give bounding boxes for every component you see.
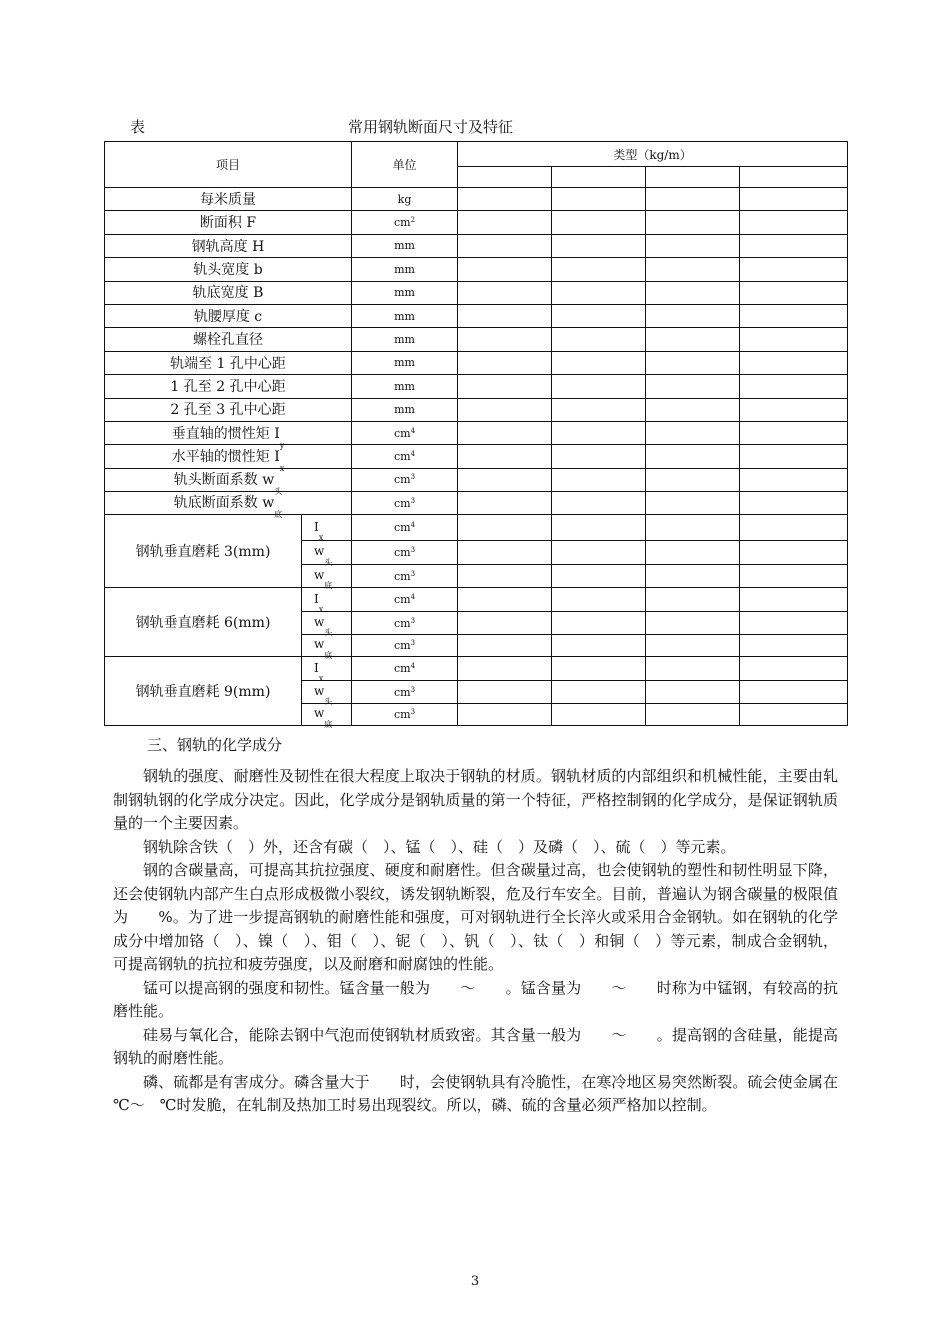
table-body (105, 142, 848, 729)
item-cell (105, 188, 352, 211)
paragraph: 钢的含碳量高，可提高其抗拉强度、硬度和耐磨性。但含碳量过高，也会使钢轨的塑性和韧性明显下降，还会使钢轨内部产生白点形成极微小裂纹，诱发钢轨断裂，危及行车安全。目前，普遍认为钢含碳量的极限值为 %。为了进一步提高钢轨的耐磨性能和强度，可对钢轨进行全长淬火或采用合金钢轨。如在钢轨的化学成分中增加铬（ ）、镍（ ）、钼（ ）、铌（ ）、钒（ ）、钛（ ）和铜（ ）等元素，制成合金钢轨，可提高钢轨的抗拉和疲劳强度，以及耐磨和耐腐蚀的性能。 (113, 861, 838, 973)
unit-text: cm (393, 616, 411, 630)
value-cell (740, 635, 848, 657)
unit-cell (352, 657, 458, 681)
value-cell (740, 211, 848, 234)
unit-cell (352, 281, 458, 304)
table-row (105, 211, 848, 234)
item-name: 螺栓孔直径 (193, 332, 263, 349)
sub-item-cell (302, 681, 352, 707)
value-cell (458, 704, 552, 726)
unit-text: mm (394, 356, 415, 370)
unit-cell (352, 188, 458, 211)
item-name: 轨腰厚度 c (193, 308, 263, 325)
value-cell (552, 515, 646, 541)
unit-text: mm (394, 286, 415, 300)
value-cell (458, 375, 552, 398)
item-subscript: y (279, 440, 285, 450)
value-cell (458, 445, 552, 468)
value-cell (552, 445, 646, 468)
table-row (105, 588, 848, 612)
value-cell (646, 588, 740, 612)
paragraph: 钢轨除含铁（ ）外，还含有碳（ ）、锰（ ）、硅（ ）及磷（ ）、硫（ ）等元素。 (143, 837, 736, 856)
value-cell (740, 657, 848, 681)
value-cell (552, 375, 646, 398)
table-row (105, 328, 848, 351)
unit-cell (352, 635, 458, 657)
value-cell (552, 328, 646, 351)
item-name: 轨端至 1 孔中心距 (170, 355, 286, 372)
sub-item-cell (302, 565, 352, 591)
value-cell (646, 211, 740, 234)
item-cell (105, 258, 352, 281)
unit-text: mm (394, 309, 415, 323)
item-name: 轨头断面系数 w (173, 471, 275, 488)
value-cell (458, 565, 552, 588)
value-cell (552, 351, 646, 374)
body-text (113, 765, 854, 1118)
item-cell (105, 211, 352, 234)
unit-text: cm (393, 569, 411, 583)
value-cell (740, 515, 848, 541)
unit-text: cm (393, 521, 411, 535)
sub-item-cell (302, 515, 352, 541)
value-cell (552, 398, 646, 421)
value-cell (458, 515, 552, 541)
sub-item-cell (302, 635, 352, 660)
sub-item-cell (302, 657, 352, 684)
sub-symbol: w (314, 567, 325, 582)
value-cell (646, 258, 740, 281)
table-row (105, 234, 848, 257)
value-cell (740, 681, 848, 704)
unit-power: 3 (410, 616, 416, 625)
value-cell (552, 681, 646, 704)
value-cell (552, 234, 646, 257)
table-row (105, 445, 848, 468)
item-cell (105, 304, 352, 327)
unit-text: mm (394, 403, 415, 417)
sub-symbol: w (314, 544, 325, 559)
value-cell (552, 304, 646, 327)
value-cell (646, 468, 740, 491)
sub-subscript: x (318, 674, 324, 684)
value-cell (458, 492, 552, 515)
unit-power: 4 (410, 521, 416, 530)
table-row (105, 468, 848, 491)
unit-power: 2 (410, 216, 416, 225)
unit-text: mm (394, 333, 415, 347)
value-cell (552, 541, 646, 565)
value-cell (740, 234, 848, 257)
value-cell (458, 657, 552, 681)
item-cell (105, 375, 352, 398)
unit-cell (352, 565, 458, 588)
type-cell (552, 167, 646, 188)
unit-power: 4 (410, 593, 416, 602)
group-name: 钢轨垂直磨耗 9(mm) (135, 684, 271, 701)
value-cell (646, 304, 740, 327)
value-cell (458, 258, 552, 281)
paragraph: 锰可以提高钢的强度和韧性。锰含量一般为 ～ 。锰含量为 ～ 时称为中锰钢，有较高的抗磨性能。 (113, 978, 838, 1020)
value-cell (740, 445, 848, 468)
value-cell (740, 565, 848, 588)
value-cell (740, 304, 848, 327)
sub-symbol: w (314, 637, 325, 652)
table-row (105, 657, 848, 681)
unit-cell (352, 468, 458, 491)
item-cell (105, 421, 352, 450)
item-name: 水平轴的惯性矩 I (171, 449, 280, 466)
value-cell (740, 541, 848, 565)
unit-cell (352, 515, 458, 541)
section-heading: 三、钢轨的化学成分 (147, 736, 283, 754)
unit-power: 4 (410, 426, 416, 435)
value-cell (458, 281, 552, 304)
value-cell (740, 351, 848, 374)
sub-symbol: I (314, 519, 319, 534)
sub-symbol: w (314, 706, 325, 721)
unit-cell (352, 704, 458, 726)
unit-text: cm (393, 546, 411, 560)
value-cell (740, 492, 848, 515)
value-cell (458, 234, 552, 257)
type-cell (646, 167, 740, 188)
unit-text: cm (393, 593, 411, 607)
group-cell (105, 588, 302, 657)
value-cell (646, 635, 740, 657)
value-cell (458, 612, 552, 635)
table-row (105, 188, 848, 211)
value-cell (740, 328, 848, 351)
item-cell (105, 492, 352, 520)
item-name: 轨底断面系数 w (173, 495, 275, 512)
sub-symbol: w (314, 683, 325, 698)
value-cell (740, 375, 848, 398)
item-cell (105, 281, 352, 304)
unit-cell (352, 681, 458, 704)
unit-cell (352, 421, 458, 444)
sub-symbol: w (314, 614, 325, 629)
unit-cell (352, 258, 458, 281)
value-cell (458, 188, 552, 211)
value-cell (458, 541, 552, 565)
item-name: 钢轨高度 H (191, 238, 265, 255)
header-item: 项目 (105, 142, 352, 188)
item-name: 2 孔至 3 孔中心距 (170, 402, 286, 419)
value-cell (646, 445, 740, 468)
value-cell (740, 281, 848, 304)
item-name: 1 孔至 2 孔中心距 (170, 378, 286, 395)
table-row (105, 258, 848, 281)
unit-text: cm (393, 449, 411, 463)
unit-text: kg (397, 192, 412, 206)
value-cell (646, 541, 740, 565)
table-row (105, 398, 848, 421)
unit-cell (352, 492, 458, 515)
unit-text: mm (394, 239, 415, 253)
unit-text: cm (393, 426, 411, 440)
unit-text: mm (394, 379, 415, 393)
sub-symbol: I (314, 591, 319, 606)
unit-cell (352, 375, 458, 398)
item-name: 垂直轴的惯性矩 I (171, 425, 280, 442)
value-cell (552, 211, 646, 234)
unit-text: cm (393, 662, 411, 676)
value-cell (646, 188, 740, 211)
unit-power: 3 (410, 569, 416, 578)
paragraph: 硅易与氧化合，能除去钢中气泡而使钢轨材质致密。其含量一般为 ～ 。提高钢的含硅量，能提高钢轨的耐磨性能。 (113, 1025, 838, 1067)
unit-text: cm (393, 639, 411, 653)
unit-text: cm (393, 708, 411, 722)
unit-power: 3 (410, 639, 416, 648)
table-title: 常用钢轨断面尺寸及特征 (348, 118, 514, 136)
sub-subscript: x (318, 533, 324, 543)
type-cell (458, 167, 552, 188)
value-cell (552, 492, 646, 515)
value-cell (552, 565, 646, 588)
value-cell (646, 492, 740, 515)
unit-text: cm (393, 685, 411, 699)
sub-item-cell (302, 541, 352, 565)
unit-power: 3 (410, 496, 416, 505)
item-subscript: 头 (274, 486, 283, 496)
unit-cell (352, 234, 458, 257)
item-cell (105, 468, 352, 496)
sub-subscript: 底 (324, 650, 333, 660)
item-name: 轨底宽度 B (192, 285, 264, 302)
value-cell (458, 421, 552, 444)
value-cell (646, 281, 740, 304)
value-cell (458, 328, 552, 351)
value-cell (458, 635, 552, 657)
unit-cell (352, 328, 458, 351)
type-cell (740, 167, 848, 188)
value-cell (740, 188, 848, 211)
value-cell (458, 468, 552, 491)
value-cell (740, 398, 848, 421)
value-cell (458, 211, 552, 234)
value-cell (740, 468, 848, 491)
value-cell (646, 612, 740, 635)
value-cell (646, 704, 740, 726)
unit-power: 3 (410, 473, 416, 482)
sub-item-cell (302, 704, 352, 729)
value-cell (646, 375, 740, 398)
unit-cell (352, 612, 458, 635)
header-unit: 单位 (352, 142, 458, 188)
unit-cell (352, 304, 458, 327)
value-cell (646, 565, 740, 588)
value-cell (740, 612, 848, 635)
unit-cell (352, 351, 458, 374)
value-cell (552, 188, 646, 211)
value-cell (458, 351, 552, 374)
unit-text: mm (394, 262, 415, 276)
value-cell (552, 258, 646, 281)
item-name: 断面积 F (199, 215, 257, 232)
value-cell (552, 612, 646, 635)
value-cell (646, 328, 740, 351)
value-cell (740, 588, 848, 612)
value-cell (646, 351, 740, 374)
value-cell (740, 704, 848, 726)
paragraph: 磷、硫都是有害成分。磷含量大于 时，会使钢轨具有冷脆性，在寒冷地区易突然断裂。硫会使金属在 ℃～ ℃时发脆，在轧制及热加工时易出现裂纹。所以，磷、硫的含量必须严格加以控制。 (113, 1072, 854, 1114)
rail-spec-table (104, 141, 848, 729)
sub-symbol: I (314, 660, 319, 675)
unit-power: 3 (410, 546, 416, 555)
table-row (105, 375, 848, 398)
value-cell (458, 304, 552, 327)
item-cell (105, 445, 352, 473)
page-number: 3 (470, 1274, 480, 1289)
sub-subscript: 头 (324, 557, 333, 567)
unit-cell (352, 211, 458, 234)
value-cell (458, 681, 552, 704)
table-label: 表 (130, 118, 146, 136)
group-cell (105, 515, 302, 588)
unit-text: cm (393, 473, 411, 487)
paragraph: 钢轨的强度、耐磨性及韧性在很大程度上取决于钢轨的材质。钢轨材质的内部组织和机械性能，主要由轧制钢轨钢的化学成分决定。因此，化学成分是钢轨质量的第一个特征，严格控制钢的化学成分，是保证钢轨质量的一个主要因素。 (113, 767, 838, 832)
table-row (105, 281, 848, 304)
item-name: 每米质量 (200, 191, 256, 208)
item-name: 轨头宽度 b (193, 261, 263, 278)
value-cell (646, 515, 740, 541)
header-row (105, 142, 848, 167)
item-cell (105, 328, 352, 351)
unit-power: 3 (410, 708, 416, 717)
item-cell (105, 351, 352, 374)
unit-cell (352, 588, 458, 612)
table-row (105, 304, 848, 327)
value-cell (458, 588, 552, 612)
sub-subscript: 头 (324, 697, 333, 707)
item-subscript: 底 (274, 510, 283, 520)
value-cell (552, 281, 646, 304)
table-row (105, 351, 848, 374)
value-cell (646, 398, 740, 421)
unit-text: cm (393, 216, 411, 230)
value-cell (646, 681, 740, 704)
item-subscript: x (279, 463, 285, 473)
value-cell (552, 468, 646, 491)
item-cell (105, 398, 352, 421)
value-cell (552, 635, 646, 657)
value-cell (646, 234, 740, 257)
group-name: 钢轨垂直磨耗 3(mm) (135, 544, 271, 561)
unit-cell (352, 398, 458, 421)
value-cell (552, 704, 646, 726)
value-cell (646, 421, 740, 444)
unit-cell (352, 541, 458, 565)
header-types: 类型（kg/m） (458, 142, 848, 167)
group-name: 钢轨垂直磨耗 6(mm) (135, 615, 271, 632)
sub-subscript: 头 (324, 628, 333, 638)
sub-subscript: 底 (324, 719, 333, 729)
sub-subscript: x (318, 605, 324, 615)
value-cell (552, 421, 646, 444)
value-cell (552, 588, 646, 612)
sub-subscript: 底 (324, 581, 333, 591)
unit-text: cm (393, 496, 411, 510)
sub-item-cell (302, 588, 352, 615)
value-cell (458, 398, 552, 421)
sub-item-cell (302, 612, 352, 638)
value-cell (552, 657, 646, 681)
value-cell (740, 421, 848, 444)
unit-power: 4 (410, 449, 416, 458)
table-row (105, 515, 848, 541)
value-cell (740, 258, 848, 281)
unit-power: 3 (410, 685, 416, 694)
item-cell (105, 234, 352, 257)
table-row (105, 492, 848, 515)
unit-cell (352, 445, 458, 468)
unit-power: 4 (410, 662, 416, 671)
group-cell (105, 657, 302, 726)
value-cell (646, 657, 740, 681)
table-row (105, 421, 848, 444)
